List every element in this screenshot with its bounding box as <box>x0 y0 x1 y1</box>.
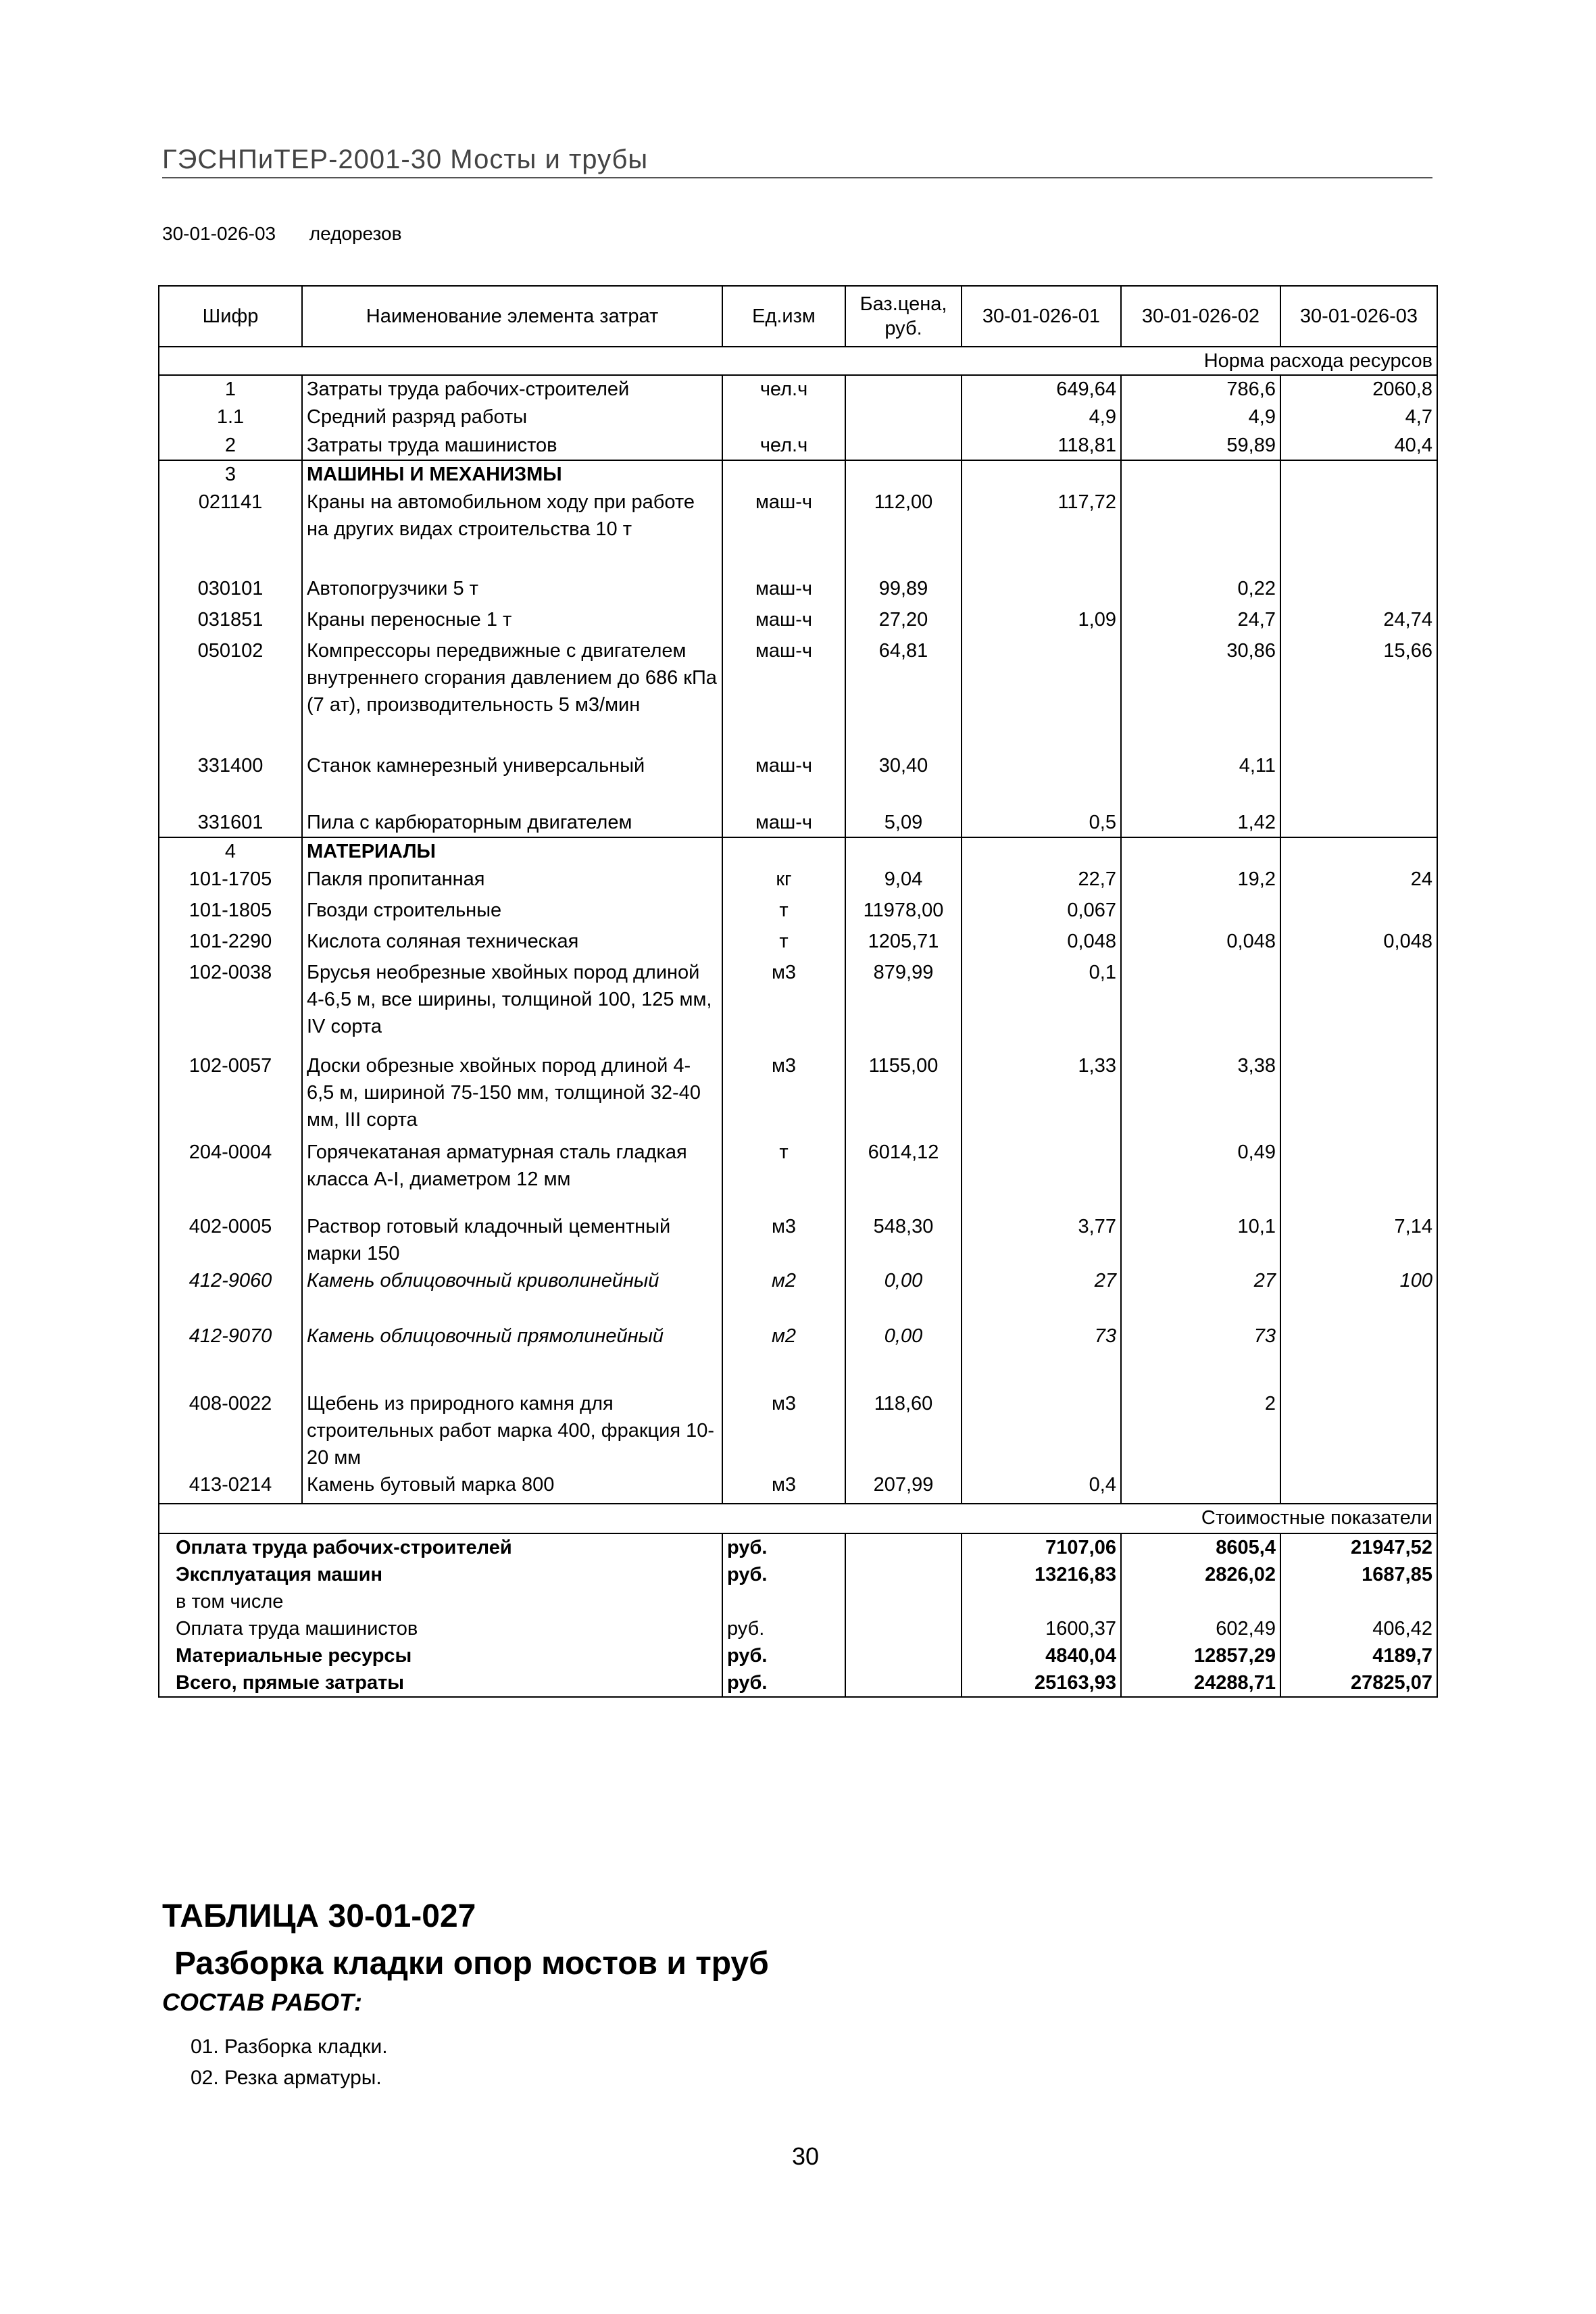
table-row <box>159 1471 1437 1504</box>
cell-v1 <box>962 1390 1121 1471</box>
cell-code: 331400 <box>159 752 302 809</box>
summary-v2: 2826,02 <box>1121 1561 1280 1588</box>
table-row <box>159 489 1437 575</box>
summary-row <box>159 1533 1437 1561</box>
cell-price: 27,20 <box>845 606 962 637</box>
table-row <box>159 375 1437 403</box>
summary-v3: 1687,85 <box>1280 1561 1437 1588</box>
summary-v2: 12857,29 <box>1121 1642 1280 1669</box>
header-price: Баз.цена, руб. <box>845 286 962 347</box>
cell-code: 4 <box>159 837 302 866</box>
cell-name: Пила с карбюраторным двигателем <box>302 809 722 837</box>
summary-v1 <box>962 1588 1121 1615</box>
cell-code: 031851 <box>159 606 302 637</box>
cell-v2 <box>1121 489 1280 575</box>
summary-v2: 8605,4 <box>1121 1533 1280 1561</box>
summary-v1: 13216,83 <box>962 1561 1121 1588</box>
cell-unit: маш-ч <box>722 575 845 606</box>
cell-v3: 24,74 <box>1280 606 1437 637</box>
cell-unit <box>722 460 845 489</box>
cell-v3: 2060,8 <box>1280 375 1437 403</box>
summary-price <box>845 1588 962 1615</box>
cell-v2: 3,38 <box>1121 1052 1280 1139</box>
cell-unit: т <box>722 897 845 928</box>
cell-price: 118,60 <box>845 1390 962 1471</box>
table-caption <box>162 223 402 245</box>
summary-v2: 602,49 <box>1121 1615 1280 1642</box>
summary-label: Оплата труда машинистов <box>159 1615 722 1642</box>
cell-name: Автопогрузчики 5 т <box>302 575 722 606</box>
cell-price: 5,09 <box>845 809 962 837</box>
summary-unit <box>722 1588 845 1615</box>
cell-v1: 22,7 <box>962 866 1121 897</box>
table-title: ТАБЛИЦА 30-01-027 <box>162 1898 476 1934</box>
work-item: 01. Разборка кладки. <box>191 2036 388 2058</box>
cell-unit: маш-ч <box>722 752 845 809</box>
cell-v2: 27 <box>1121 1267 1280 1323</box>
cell-unit <box>722 403 845 432</box>
composition-title: СОСТАВ РАБОТ: <box>162 1988 362 2016</box>
table-row <box>159 460 1437 489</box>
header-code: Шифр <box>159 286 302 347</box>
summary-v1: 7107,06 <box>962 1533 1121 1561</box>
cell-code: 102-0038 <box>159 959 302 1052</box>
cell-name: Горячекатаная арматурная сталь гладкая класса А-I, диаметром 12 мм <box>302 1139 722 1213</box>
cell-code: 021141 <box>159 489 302 575</box>
cell-v3 <box>1280 1390 1437 1471</box>
cell-v2: 4,9 <box>1121 403 1280 432</box>
norm-label: Норма расхода ресурсов <box>159 347 1437 375</box>
cell-v1: 649,64 <box>962 375 1121 403</box>
table-row <box>159 959 1437 1052</box>
cell-price: 9,04 <box>845 866 962 897</box>
cell-price: 548,30 <box>845 1213 962 1267</box>
cell-name: Щебень из природного камня для строительных работ марка 400, фракция 10-20 мм <box>302 1390 722 1471</box>
cell-v2: 0,22 <box>1121 575 1280 606</box>
cell-v2: 30,86 <box>1121 637 1280 752</box>
table-row <box>159 897 1437 928</box>
page-number: 30 <box>792 2142 820 2170</box>
cell-unit: т <box>722 1139 845 1213</box>
cell-v3 <box>1280 575 1437 606</box>
table-row <box>159 1139 1437 1213</box>
cell-v3: 4,7 <box>1280 403 1437 432</box>
cell-price: 0,00 <box>845 1323 962 1390</box>
table-subtitle: Разборка кладки опор мостов и труб <box>174 1946 769 1981</box>
cell-price: 1205,71 <box>845 928 962 959</box>
cost-label: Стоимостные показатели <box>159 1504 1437 1533</box>
summary-v3: 4189,7 <box>1280 1642 1437 1669</box>
cell-v1: 117,72 <box>962 489 1121 575</box>
table-row <box>159 637 1437 752</box>
cell-unit: м2 <box>722 1323 845 1390</box>
cell-name: Камень облицовочный криволинейный <box>302 1267 722 1323</box>
cell-v3: 40,4 <box>1280 432 1437 460</box>
cell-v3 <box>1280 837 1437 866</box>
cell-v3 <box>1280 1139 1437 1213</box>
resource-table <box>158 285 1438 1698</box>
cell-name: Станок камнерезный универсальный <box>302 752 722 809</box>
cost-label-row <box>159 1504 1437 1533</box>
cell-unit: маш-ч <box>722 606 845 637</box>
cell-v1: 0,1 <box>962 959 1121 1052</box>
table-row <box>159 866 1437 897</box>
cell-code: 408-0022 <box>159 1390 302 1471</box>
cell-code: 030101 <box>159 575 302 606</box>
summary-label: Материальные ресурсы <box>159 1642 722 1669</box>
cell-v1: 118,81 <box>962 432 1121 460</box>
cell-code: 204-0004 <box>159 1139 302 1213</box>
header-unit: Ед.изм <box>722 286 845 347</box>
cell-v2: 10,1 <box>1121 1213 1280 1267</box>
summary-v2: 24288,71 <box>1121 1669 1280 1697</box>
cell-v2 <box>1121 837 1280 866</box>
cell-v3 <box>1280 897 1437 928</box>
summary-v3 <box>1280 1588 1437 1615</box>
cell-unit: м3 <box>722 1390 845 1471</box>
cell-code: 101-2290 <box>159 928 302 959</box>
summary-unit: руб. <box>722 1561 845 1588</box>
cell-code: 102-0057 <box>159 1052 302 1139</box>
summary-unit: руб. <box>722 1669 845 1697</box>
cell-name: Краны на автомобильном ходу при работе на других видах строительства 10 т <box>302 489 722 575</box>
cell-v1: 1,09 <box>962 606 1121 637</box>
cell-name: Брусья необрезные хвойных пород длиной 4-6,5 м, все ширины, толщиной 100, 125 мм, IV сорта <box>302 959 722 1052</box>
table-row <box>159 752 1437 809</box>
cell-unit: м3 <box>722 1471 845 1504</box>
cell-v2 <box>1121 959 1280 1052</box>
cell-v1: 0,5 <box>962 809 1121 837</box>
cell-v1 <box>962 837 1121 866</box>
cell-price <box>845 432 962 460</box>
cell-v3: 100 <box>1280 1267 1437 1323</box>
cell-name: Доски обрезные хвойных пород длиной 4-6,5 м, шириной 75-150 мм, толщиной 32-40 мм, III сорта <box>302 1052 722 1139</box>
cell-v3: 7,14 <box>1280 1213 1437 1267</box>
cell-v3 <box>1280 752 1437 809</box>
cell-v3 <box>1280 1323 1437 1390</box>
cell-v2: 1,42 <box>1121 809 1280 837</box>
cell-name: Пакля пропитанная <box>302 866 722 897</box>
cell-unit: чел.ч <box>722 375 845 403</box>
cell-unit: маш-ч <box>722 637 845 752</box>
cell-code: 101-1705 <box>159 866 302 897</box>
cell-v1: 3,77 <box>962 1213 1121 1267</box>
cell-code: 331601 <box>159 809 302 837</box>
table-row <box>159 403 1437 432</box>
summary-row <box>159 1669 1437 1697</box>
cell-name: Краны переносные 1 т <box>302 606 722 637</box>
summary-unit: руб. <box>722 1533 845 1561</box>
summary-v3: 21947,52 <box>1280 1533 1437 1561</box>
cell-v3: 24 <box>1280 866 1437 897</box>
summary-unit: руб. <box>722 1615 845 1642</box>
cell-v3 <box>1280 1471 1437 1504</box>
table-row <box>159 1052 1437 1139</box>
cell-code: 1 <box>159 375 302 403</box>
summary-price <box>845 1561 962 1588</box>
cell-name: Кислота соляная техническая <box>302 928 722 959</box>
cell-unit: маш-ч <box>722 809 845 837</box>
summary-row <box>159 1642 1437 1669</box>
summary-price <box>845 1615 962 1642</box>
cell-unit: м3 <box>722 959 845 1052</box>
cell-v3 <box>1280 460 1437 489</box>
summary-v3: 406,42 <box>1280 1615 1437 1642</box>
cell-name: Раствор готовый кладочный цементный марки 150 <box>302 1213 722 1267</box>
caption-code: 30-01-026-03 <box>162 223 276 244</box>
cell-unit: чел.ч <box>722 432 845 460</box>
cell-v3 <box>1280 959 1437 1052</box>
summary-price <box>845 1642 962 1669</box>
cell-price: 207,99 <box>845 1471 962 1504</box>
cell-price <box>845 460 962 489</box>
cell-v2 <box>1121 460 1280 489</box>
cell-v2 <box>1121 1471 1280 1504</box>
cell-v1 <box>962 460 1121 489</box>
cell-v1 <box>962 1139 1121 1213</box>
summary-price <box>845 1533 962 1561</box>
cell-code: 101-1805 <box>159 897 302 928</box>
cell-price: 64,81 <box>845 637 962 752</box>
cell-unit: м3 <box>722 1213 845 1267</box>
cell-code: 3 <box>159 460 302 489</box>
cell-code: 412-9070 <box>159 1323 302 1390</box>
table-row <box>159 432 1437 460</box>
summary-label: Эксплуатация машин <box>159 1561 722 1588</box>
header-col-1: 30-01-026-01 <box>962 286 1121 347</box>
cell-v2: 19,2 <box>1121 866 1280 897</box>
cell-v1: 4,9 <box>962 403 1121 432</box>
table-row <box>159 928 1437 959</box>
cell-v1 <box>962 637 1121 752</box>
cell-unit: м3 <box>722 1052 845 1139</box>
work-item: 02. Резка арматуры. <box>191 2067 382 2089</box>
table-row <box>159 1390 1437 1471</box>
cell-name: Компрессоры передвижные с двигателем внутреннего сгорания давлением до 686 кПа (7 ат), производительность 5 м3/мин <box>302 637 722 752</box>
table-row <box>159 575 1437 606</box>
cell-v3 <box>1280 809 1437 837</box>
table-row <box>159 809 1437 837</box>
cell-code: 412-9060 <box>159 1267 302 1323</box>
cell-name: Камень бутовый марка 800 <box>302 1471 722 1504</box>
cell-name: МАШИНЫ И МЕХАНИЗМЫ <box>302 460 722 489</box>
cell-name: Гвозди строительные <box>302 897 722 928</box>
summary-v3: 27825,07 <box>1280 1669 1437 1697</box>
cell-v1: 1,33 <box>962 1052 1121 1139</box>
summary-v1: 25163,93 <box>962 1669 1121 1697</box>
cell-code: 413-0214 <box>159 1471 302 1504</box>
table-row <box>159 1213 1437 1267</box>
summary-price <box>845 1669 962 1697</box>
cell-name: МАТЕРИАЛЫ <box>302 837 722 866</box>
cell-price <box>845 837 962 866</box>
cell-name: Затраты труда рабочих-строителей <box>302 375 722 403</box>
header-title: ГЭСНПиТЕР-2001-30 Мосты и трубы <box>162 145 649 174</box>
summary-v1: 4840,04 <box>962 1642 1121 1669</box>
cell-v3: 0,048 <box>1280 928 1437 959</box>
summary-label: в том числе <box>159 1588 722 1615</box>
cell-price: 30,40 <box>845 752 962 809</box>
cell-v3: 15,66 <box>1280 637 1437 752</box>
cell-v1 <box>962 752 1121 809</box>
summary-row <box>159 1561 1437 1588</box>
cell-v1 <box>962 575 1121 606</box>
summary-v2 <box>1121 1588 1280 1615</box>
cell-v2: 4,11 <box>1121 752 1280 809</box>
norm-label-row <box>159 347 1437 375</box>
cell-name: Затраты труда машинистов <box>302 432 722 460</box>
table-row <box>159 1267 1437 1323</box>
cell-unit: маш-ч <box>722 489 845 575</box>
cell-unit <box>722 837 845 866</box>
summary-v1: 1600,37 <box>962 1615 1121 1642</box>
cell-price: 11978,00 <box>845 897 962 928</box>
cell-v3 <box>1280 1052 1437 1139</box>
cell-v2: 24,7 <box>1121 606 1280 637</box>
cell-unit: м2 <box>722 1267 845 1323</box>
cell-v2: 0,49 <box>1121 1139 1280 1213</box>
summary-row <box>159 1615 1437 1642</box>
cell-name: Камень облицовочный прямолинейный <box>302 1323 722 1390</box>
table-header <box>159 286 1437 347</box>
document-header <box>162 143 1432 178</box>
cell-v2: 786,6 <box>1121 375 1280 403</box>
cell-v1: 27 <box>962 1267 1121 1323</box>
cell-price: 1155,00 <box>845 1052 962 1139</box>
cell-code: 402-0005 <box>159 1213 302 1267</box>
header-col-2: 30-01-026-02 <box>1121 286 1280 347</box>
cell-unit: т <box>722 928 845 959</box>
cell-code: 050102 <box>159 637 302 752</box>
summary-row <box>159 1588 1437 1615</box>
cell-price: 6014,12 <box>845 1139 962 1213</box>
cell-price <box>845 375 962 403</box>
cell-price: 0,00 <box>845 1267 962 1323</box>
cell-name: Средний разряд работы <box>302 403 722 432</box>
summary-label: Оплата труда рабочих-строителей <box>159 1533 722 1561</box>
cell-price: 879,99 <box>845 959 962 1052</box>
cell-v2: 59,89 <box>1121 432 1280 460</box>
cell-v1: 0,048 <box>962 928 1121 959</box>
header-col-3: 30-01-026-03 <box>1280 286 1437 347</box>
cell-code: 2 <box>159 432 302 460</box>
table-row <box>159 837 1437 866</box>
header-name: Наименование элемента затрат <box>302 286 722 347</box>
cell-v2: 2 <box>1121 1390 1280 1471</box>
cell-price: 99,89 <box>845 575 962 606</box>
cell-v1: 0,067 <box>962 897 1121 928</box>
table-row <box>159 606 1437 637</box>
cell-code: 1.1 <box>159 403 302 432</box>
table-row <box>159 1323 1437 1390</box>
cell-v2: 0,048 <box>1121 928 1280 959</box>
cell-v3 <box>1280 489 1437 575</box>
cell-unit: кг <box>722 866 845 897</box>
cell-price: 112,00 <box>845 489 962 575</box>
cell-price <box>845 403 962 432</box>
summary-label: Всего, прямые затраты <box>159 1669 722 1697</box>
summary-unit: руб. <box>722 1642 845 1669</box>
cell-v2: 73 <box>1121 1323 1280 1390</box>
cell-v1: 0,4 <box>962 1471 1121 1504</box>
caption-name: ледорезов <box>309 223 402 244</box>
cell-v2 <box>1121 897 1280 928</box>
cell-v1: 73 <box>962 1323 1121 1390</box>
